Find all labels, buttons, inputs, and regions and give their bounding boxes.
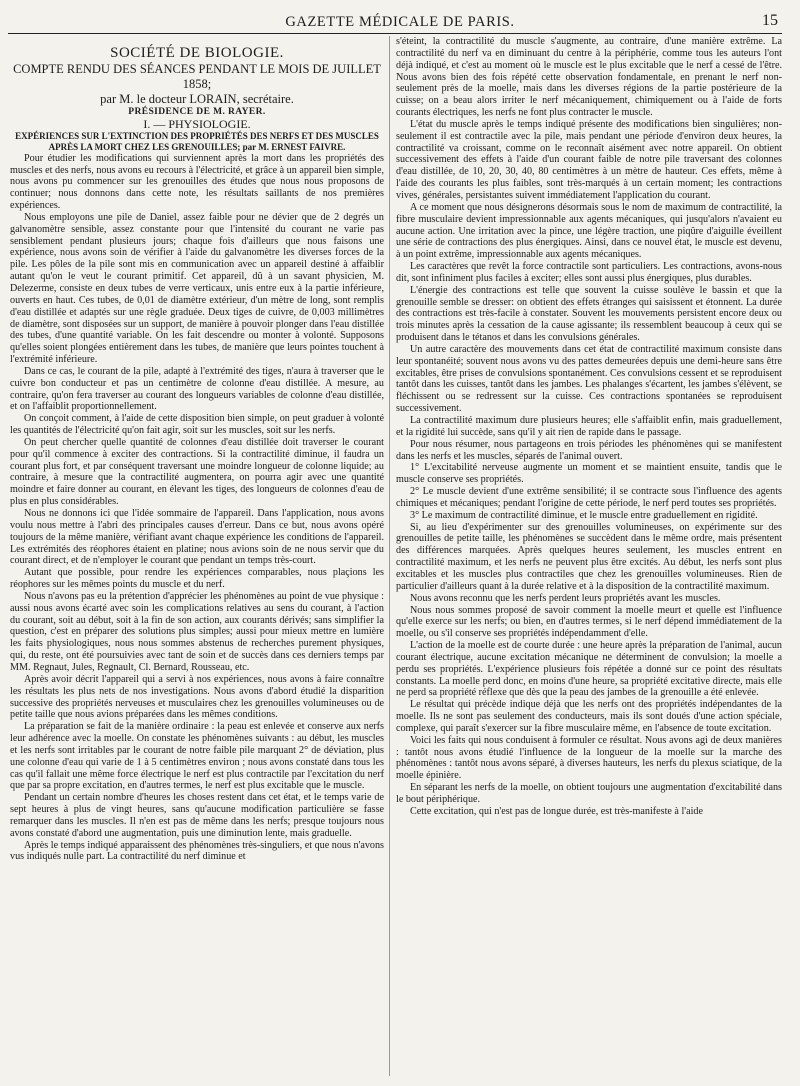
paragraph: Nous avons reconnu que les nerfs perdent leurs propriétés avant les muscles. bbox=[410, 592, 721, 604]
paragraph: Cette excitation, qui n'est pas de longue durée, est très-manifeste à l'aide bbox=[410, 805, 703, 817]
paragraph: Après avoir décrit l'appareil qui a servi à nos expériences, nous avons à faire connaître les résultats les plus nets de nos investigations. Nous avons d'abord étudié la disparition successive des propriétés nerveuses et musculaires chez les grenouilles volumineuses ou de petite taille que nous avions préparées dans les mêmes conditions. bbox=[10, 673, 384, 721]
paragraph: Dans ce cas, le courant de la pile, adapté à l'extrémité des tiges, n'aura à traverser que le cuivre bon conducteur et pas un centimètre de colonne d'eau distillée. A mesure, au contraire, qu'on fera traverser au courant des longueurs variables de colonne d'eau distillée, et on l'affaiblit proportionnellement. bbox=[10, 365, 384, 413]
paragraph: Nous nous sommes proposé de savoir comment la moelle meurt et quelle est l'influence qu'elle exerce sur les nerfs; ou bien, en d'autres termes, si le nerf dépend immédiatement de la moelle, ou s'il conserve ses propriétés indépendamment d'elle. bbox=[396, 604, 782, 640]
paragraph: Un autre caractère des mouvements dans cet état de contractilité maximum consiste dans leur spontanéité; souvent nous avons vu des pattes demeurées depuis une demi-heure sans être excitables, être prises de convulsions spontanément. Ces convulsions cessent et se reproduisent tantôt dans les cuisses, tantôt dans les jambes. Les phalanges s'écartent, les jambes s'élèvent, se fléchissent ou se redressent sur la cuisse. Ces contractions spontanées se reproduisent successivement. bbox=[396, 343, 782, 415]
paragraph: Après le temps indiqué apparaissent des phénomènes très-singuliers, et que nous n'avons vus indiqués nulle part. La contractilité du nerf diminue et bbox=[10, 839, 384, 863]
journal-title: GAZETTE MÉDICALE DE PARIS. bbox=[285, 14, 515, 30]
paragraph: Le résultat qui précède indique déjà que les nerfs ont des propriétés indépendantes de la moelle. Ils ne sont pas seulement des conducteurs, mais ils sont doués d'une action spéciale, complexe, qui paraît s'exercer sur la fibre musculaire même, en l'absence de toute excitation. bbox=[396, 699, 782, 734]
paragraph: Pour étudier les modifications qui surviennent après la mort dans les propriétés des muscles et des nerfs, nous avons eu recours à l'électricité, et grâce à un appareil bien simple, nous avons pu commencer sur les grenouilles des études que nous nous proposons de continuer; nous donnons dans cette note, les résultats saillants de nos premières expériences. bbox=[10, 152, 384, 212]
page-header bbox=[0, 10, 800, 32]
numbered-item: 3° Le maximum de contractilité diminue, et le muscle entre graduellement en rigidité. bbox=[410, 509, 758, 521]
paragraph: Autant que possible, pour rendre les expériences comparables, nous plaçions les réophores sur les mêmes points du muscle et du nerf. bbox=[10, 567, 384, 591]
paragraph: Pendant un certain nombre d'heures les choses restent dans cet état, et le temps varie de sept heures à plus de vingt heures, sans qu'aucune modification particulière se fasse remarquer dans les muscles. Il n'en est pas de même dans les nerfs; presque toujours nous avons constaté d'abord une augmentation, puis une diminution lente, mais graduelle. bbox=[10, 792, 384, 839]
paragraph: L'action de la moelle est de courte durée : une heure après la préparation de l'animal, aucun courant électrique, aucune excitation mécanique ne déterminent de convulsion; la moelle a perdu ses propriétés. L'expérience plusieurs fois répétée a donné sur ce point des résultats constants. La moelle perd donc, en moins d'une heure, sa propriété excitative directe, mais elle ne perd sa propriété réflexe que dès que la peau des jambes de la grenouille a été enlevée. bbox=[396, 640, 782, 699]
paragraph: s'éteint, la contractilité du muscle s'augmente, au contraire, d'une manière extrême. La contractilité du nerf va en diminuant du centre à la périphérie, comme tous les auteurs l'ont déjà indiqué, et c'est au moment où le muscle est le plus excitable que le nerf a cessé de l'être. Nous avons bien des fois répété cette observation fondamentale, en prenant le nerf non-seulement près de la moelle, mais dans les diverses régions de la partie postérieure de la cuisse; on a beau alors irriter le nerf mécaniquement, chimiquement ou à l'aide de forts courants électriques, les nerfs ne font plus contracter le muscle. bbox=[396, 36, 782, 119]
section-heading: I. — PHYSIOLOGIE. bbox=[143, 116, 251, 131]
presidency-heading: PRÉSIDENCE DE M. RAYER. bbox=[128, 107, 266, 117]
paragraph: On conçoit comment, à l'aide de cette disposition bien simple, on peut graduer à volonté les quantités de l'électricité qu'on fait agir, soit sur les muscles, soit sur les nerfs. bbox=[10, 413, 384, 437]
report-author: par M. le docteur LORAIN, secrétaire. bbox=[100, 92, 294, 106]
paragraph: Nous ne donnons ici que l'idée sommaire de l'appareil. Dans l'application, nous avons voulu nous mettre à l'abri des principales causes d'erreur. Dans ce but, nous avons opéré toujours de la même manière, vérifiant avant chaque expérience les conditions de l'appareil. Les extrémités des réophores étaient en platine; nous avions soin de ne nous servir que du courant direct, et de n'employer le courant que pendant un temps très-court. bbox=[10, 508, 384, 567]
paragraph: L'énergie des contractions est telle que souvent la cuisse soulève le bassin et que la grenouille semble se dresser: on obtient des effets étranges qui saisissent et étonnent. La durée des contractions est très-facile à constater. Souvent les mouvements persistent encore deux ou trois minutes après la cessation de la cause agissante; ils ressemblent beaucoup à ceux qui se produisent dans le tétanos et dans les convulsions générales. bbox=[396, 284, 782, 344]
page-number: 15 bbox=[762, 12, 778, 29]
society-heading: SOCIÉTÉ DE BIOLOGIE. bbox=[110, 45, 284, 61]
paragraph: Pour nous résumer, nous partageons en trois périodes les phénomènes qui se manifestent dans les nerfs et les muscles, séparés de l'animal ouvert. bbox=[396, 438, 782, 462]
paragraph: La préparation se fait de la manière ordinaire : la peau est enlevée et conserve aux nerfs leur adhérence avec la moelle. On constate les phénomènes suivants : au début, les muscles et les nerfs sont irritables par le courant de notre faible pile marquant 2° de déviation, plus une colonne d'eau qui varie de 1 à 5 centimètres environ ; nous avons constaté dans tous les cas qu'il fallait une même force électrique le nerf est plus contractile par l'excitation du nerf que par sa propre excitation, en d'autres termes, le nerf est plus excitable que le muscle. bbox=[10, 721, 384, 792]
numbered-item: 1° L'excitabilité nerveuse augmente un moment et se maintient ensuite, tandis que le muscle conserve ses propriétés. bbox=[396, 462, 782, 486]
numbered-item: 2° Le muscle devient d'une extrême sensibilité; il se contracte sous l'influence des agents chimiques et mécaniques; pendant l'origine de cette période, le nerf perd toutes ses propriétés. bbox=[396, 486, 782, 509]
article-title: EXPÉRIENCES SUR L'EXTINCTION DES PROPRIÉTÉS DES NERFS ET DES MUSCLES APRÈS LA MORT CHEZ LES GRENOUILLES; par M. ERNEST FAIVRE. bbox=[15, 130, 379, 152]
paragraph: A ce moment que nous désignerons désormais sous le nom de maximum de contractilité, la fibre musculaire devient impressionnable aux agents mécaniques, qui jusqu'alors n'avaient eu aucune action. Une irritation avec la pince, une légère traction, une piqûre d'aiguille éveillent une série de contractions des plus énergiques. Ainsi, dans ce nouvel état, le muscle est devenu, à un point extrême, impressionnable aux agents mécaniques. bbox=[396, 201, 782, 261]
header-divider bbox=[8, 33, 782, 34]
left-column bbox=[10, 44, 384, 1080]
paragraph: L'état du muscle après le temps indiqué présente des modifications bien singulières; non-seulement il est contractile avec la pile, mais pendant une période d'environ deux heures, la contractilité va croissant, comme on le reconnaît aisément avec notre appareil. On obtient successivement des effets à l'aide d'un courant faible de notre pile traversant des colonnes d'eau distillée, de 10, 20, 30, 40, 80 centimètres à un mètre de hauteur. Ces effets, même à l'aide des courants les plus faibles, sont très-marqués à un certain moment; les contractions vives, générales, persistantes suivent immédiatement l'application du courant. bbox=[396, 118, 782, 201]
paragraph: La contractilité maximum dure plusieurs heures; elle s'affaiblit enfin, mais graduellement, et la rigidité lui succède, sans qu'il y ait rien de rapide dans le passage. bbox=[396, 415, 782, 438]
right-column bbox=[396, 36, 782, 1080]
paragraph: Si, au lieu d'expérimenter sur des grenouilles volumineuses, on expérimente sur des grenouilles de petite taille, les phénomènes se succèdent dans le même ordre, mais présentent des différences marquées. Après quelques heures seulement, les muscles entrent en contractilité maximum, et les nerfs ne peuvent plus être excités. Au début, les nerfs sont plus excitables et les muscles plus contractiles que chez les grenouilles volumineuses. Rien de particulier d'ailleurs quant à la durée relative et à la disposition de la contractilité maximum. bbox=[396, 521, 782, 592]
paragraph: On peut chercher quelle quantité de colonnes d'eau distillée doit traverser le courant pour qu'il commence à exciter des contractions. Si la contractilité diminue, il faudra un courant plus fort, et par conséquent traversant une moindre longueur de colonne liquide; au contraire, à mesure que la contractilité augmentera, on pourra agir avec une quantité moindre et faire donner au courant, en élevant les tiges, des longueurs de colonnes d'eau de plus en plus considérables. bbox=[10, 436, 384, 508]
paragraph: Nous employons une pile de Daniel, assez faible pour ne dévier que de 2 degrés un galvanomètre sensible, assez constante pour que l'intensité du courant ne varie pas sensiblement pendant plusieurs jours; chaque fois d'ailleurs que nous faisons une expérience, nous avons soin de vérifier à l'aide du galvanomètre les diverses forces de la pile. Les pôles de la pile sont mis en communication avec un appareil destiné à affaiblir autant qu'on le veut le courant primitif. Cet appareil, dû à un savant physicien, M. Delezerme, consiste en deux tubes de verre verticaux, unis entre eux à la partie inférieure, ouverts en haut. Ces tubes, de 0,01 de diamètre extérieur, d'un mètre de long, sont remplis d'eau distillée et adaptés sur une règle graduée. Deux tiges de cuivre, de 0,003 millimètres de diamètre, sont disposées sur un support, de manière à pouvoir plonger dans l'eau distillée des tubes, d'une quantité variable. On les fait descendre ou monter à volonté. Supposons qu'elles soient plongées entièrement dans les tubes, de manière que leurs pointes touchent à l'extrémité inférieure. bbox=[10, 211, 384, 366]
paragraph: Nous n'avons pas eu la prétention d'apprécier les phénomènes au point de vue physique : aussi nous avons écarté avec soin les complications relatives au sens du courant, à l'action du courant, soit au début, soit à la fin de son action, aux courants dérivés; sans simplifier la question, c'est en préparer des solutions plus simples; aussi pour mieux mettre en lumière les faits physiologiques, nous nous sommes abstenus de recherches purement physiques, qui, du reste, ont été poursuivies avec tant de soin et de succès dans ces derniers temps par MM. Regnaut, Jules, Regnault, Cl. Bernard, Rousseau, etc. bbox=[10, 590, 384, 673]
paragraph: Les caractères que revêt la force contractile sont particuliers. Les contractions, avons-nous dit, sont infiniment plus faciles à exciter; elles sont aussi plus énergiques, plus durables. bbox=[396, 261, 782, 284]
paragraph: Voici les faits qui nous conduisent à formuler ce résultat. Nous avons agi de deux manières : tantôt nous avons étudié l'influence de la longueur de la moelle sur la marche des phénomènes : tantôt nous avons séparé, à diverses hauteurs, les nerfs du plexus sciatique, de la moelle épinière. bbox=[396, 734, 782, 782]
column-divider bbox=[389, 36, 390, 1076]
paragraph: En séparant les nerfs de la moelle, on obtient toujours une augmentation d'excitabilité dans le bout périphérique. bbox=[396, 782, 782, 805]
report-heading: COMPTE RENDU DES SÉANCES PENDANT LE MOIS DE JUILLET 1858; bbox=[13, 62, 381, 91]
